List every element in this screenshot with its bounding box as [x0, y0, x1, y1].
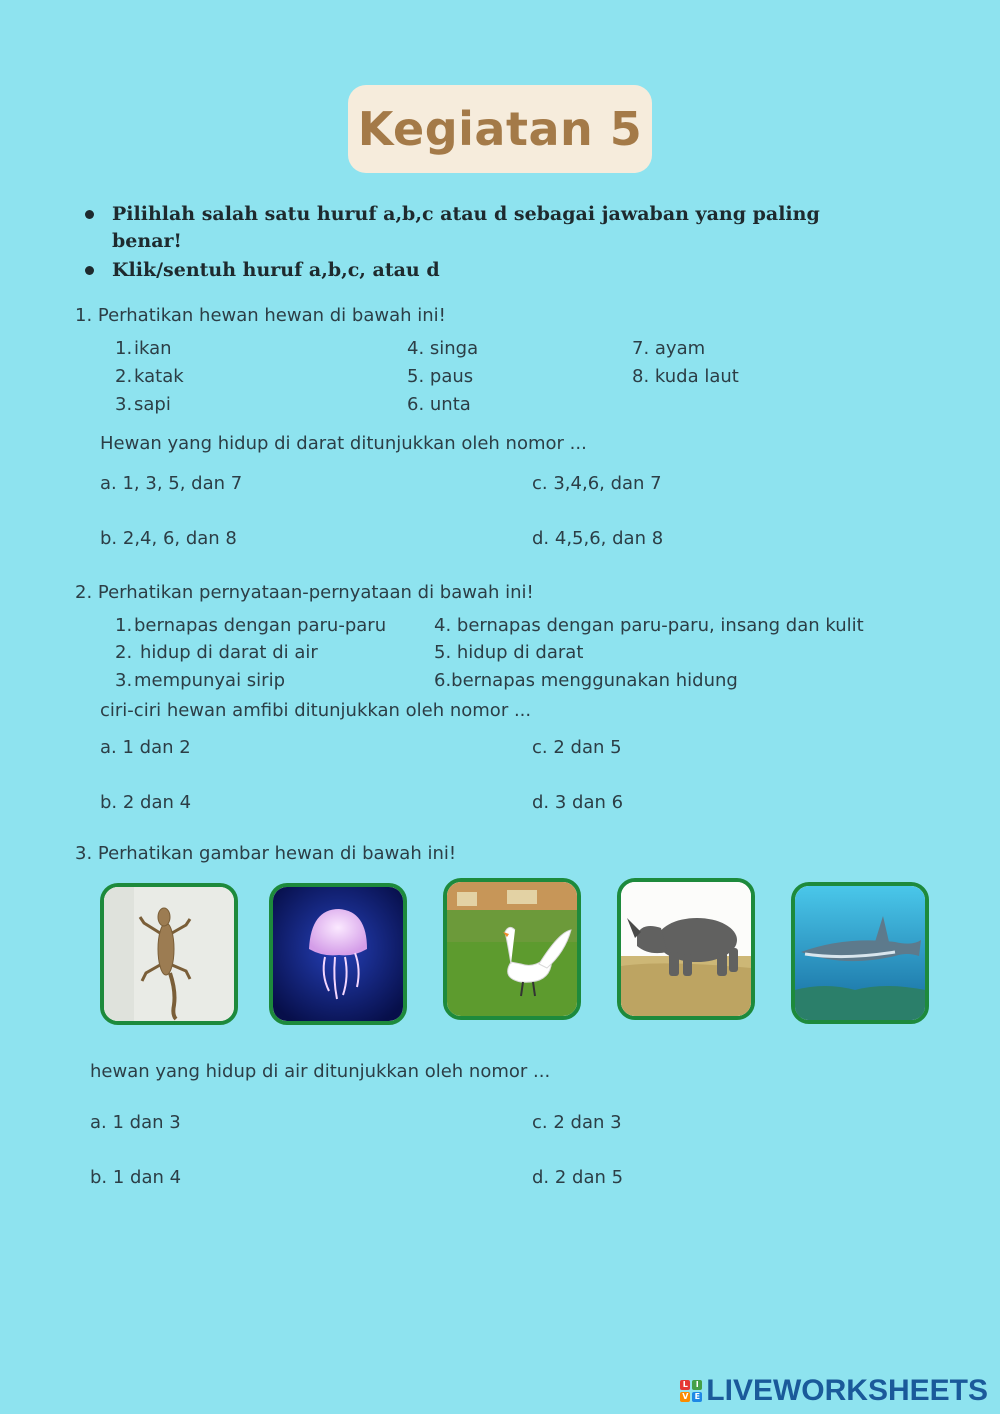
- shark-image: [791, 882, 929, 1024]
- q1-option-a[interactable]: a. 1, 3, 5, dan 7: [100, 473, 243, 494]
- instruction-1-cont: benar!: [112, 230, 182, 252]
- q2-option-d[interactable]: d. 3 dan 6: [532, 792, 624, 813]
- q1-item: 6. unta: [407, 394, 471, 415]
- q1-item-num: 3.: [115, 394, 133, 415]
- q2-item-num: 3.: [115, 670, 133, 691]
- q3-option-c[interactable]: c. 2 dan 3: [532, 1112, 622, 1133]
- q1-item: ikan: [134, 338, 172, 359]
- q1-item-num: 2.: [115, 366, 133, 387]
- logo-icon: [680, 1380, 702, 1402]
- q3-question: hewan yang hidup di air ditunjukkan oleh nomor ...: [90, 1061, 551, 1082]
- q1-item: sapi: [134, 394, 171, 415]
- logo-text: LIVEWORKSHEETS: [706, 1374, 988, 1407]
- q3-option-a[interactable]: a. 1 dan 3: [90, 1112, 181, 1133]
- logo-letter: L: [680, 1380, 690, 1390]
- q2-prompt: 2. Perhatikan pernyataan-pernyataan di bawah ini!: [75, 582, 534, 603]
- q2-item: mempunyai sirip: [134, 670, 285, 691]
- logo-letter: E: [692, 1392, 702, 1402]
- q1-item: 8. kuda laut: [632, 366, 739, 387]
- lizard-image: [100, 883, 238, 1025]
- q2-item: 6.bernapas menggunakan hidung: [434, 670, 738, 691]
- instruction-1: Pilihlah salah satu huruf a,b,c atau d sebagai jawaban yang paling: [112, 203, 820, 225]
- q1-item: 5. paus: [407, 366, 474, 387]
- page-title: Kegiatan 5: [357, 102, 643, 156]
- logo-letter: I: [692, 1380, 702, 1390]
- q1-prompt: 1. Perhatikan hewan hewan di bawah ini!: [75, 305, 446, 326]
- q2-item: 5. hidup di darat: [434, 642, 584, 663]
- q1-option-c[interactable]: c. 3,4,6, dan 7: [532, 473, 662, 494]
- q2-item: 4. bernapas dengan paru-paru, insang dan kulit: [434, 615, 864, 636]
- q1-item-num: 1.: [115, 338, 133, 359]
- q1-option-b[interactable]: b. 2,4, 6, dan 8: [100, 528, 237, 549]
- rhinoceros-image: [617, 878, 755, 1020]
- q2-option-c[interactable]: c. 2 dan 5: [532, 737, 622, 758]
- logo-letter: V: [682, 1392, 689, 1401]
- q2-option-a[interactable]: a. 1 dan 2: [100, 737, 191, 758]
- jellyfish-image: [269, 883, 407, 1025]
- q1-item: katak: [134, 366, 184, 387]
- title-box: [348, 85, 652, 173]
- q1-item: 7. ayam: [632, 338, 706, 359]
- bullet-1: [85, 210, 94, 219]
- q1-option-d[interactable]: d. 4,5,6, dan 8: [532, 528, 664, 549]
- q2-question: ciri-ciri hewan amfibi ditunjukkan oleh nomor ...: [100, 700, 532, 721]
- q1-question: Hewan yang hidup di darat ditunjukkan oleh nomor ...: [100, 433, 587, 454]
- q2-option-b[interactable]: b. 2 dan 4: [100, 792, 192, 813]
- q3-prompt: 3. Perhatikan gambar hewan di bawah ini!: [75, 843, 457, 864]
- liveworksheets-logo[interactable]: [680, 1374, 988, 1408]
- q3-option-b[interactable]: b. 1 dan 4: [90, 1167, 182, 1188]
- bullet-2: [85, 266, 94, 275]
- q2-item: bernapas dengan paru-paru: [134, 615, 387, 636]
- q2-item: hidup di darat di air: [140, 642, 318, 663]
- q3-option-d[interactable]: d. 2 dan 5: [532, 1167, 624, 1188]
- swan-image: [443, 878, 581, 1020]
- q1-item: 4. singa: [407, 338, 479, 359]
- instruction-2: Klik/sentuh huruf a,b,c, atau d: [112, 259, 440, 281]
- q2-item-num: 1.: [115, 615, 133, 636]
- q2-item-num: 2.: [115, 642, 133, 663]
